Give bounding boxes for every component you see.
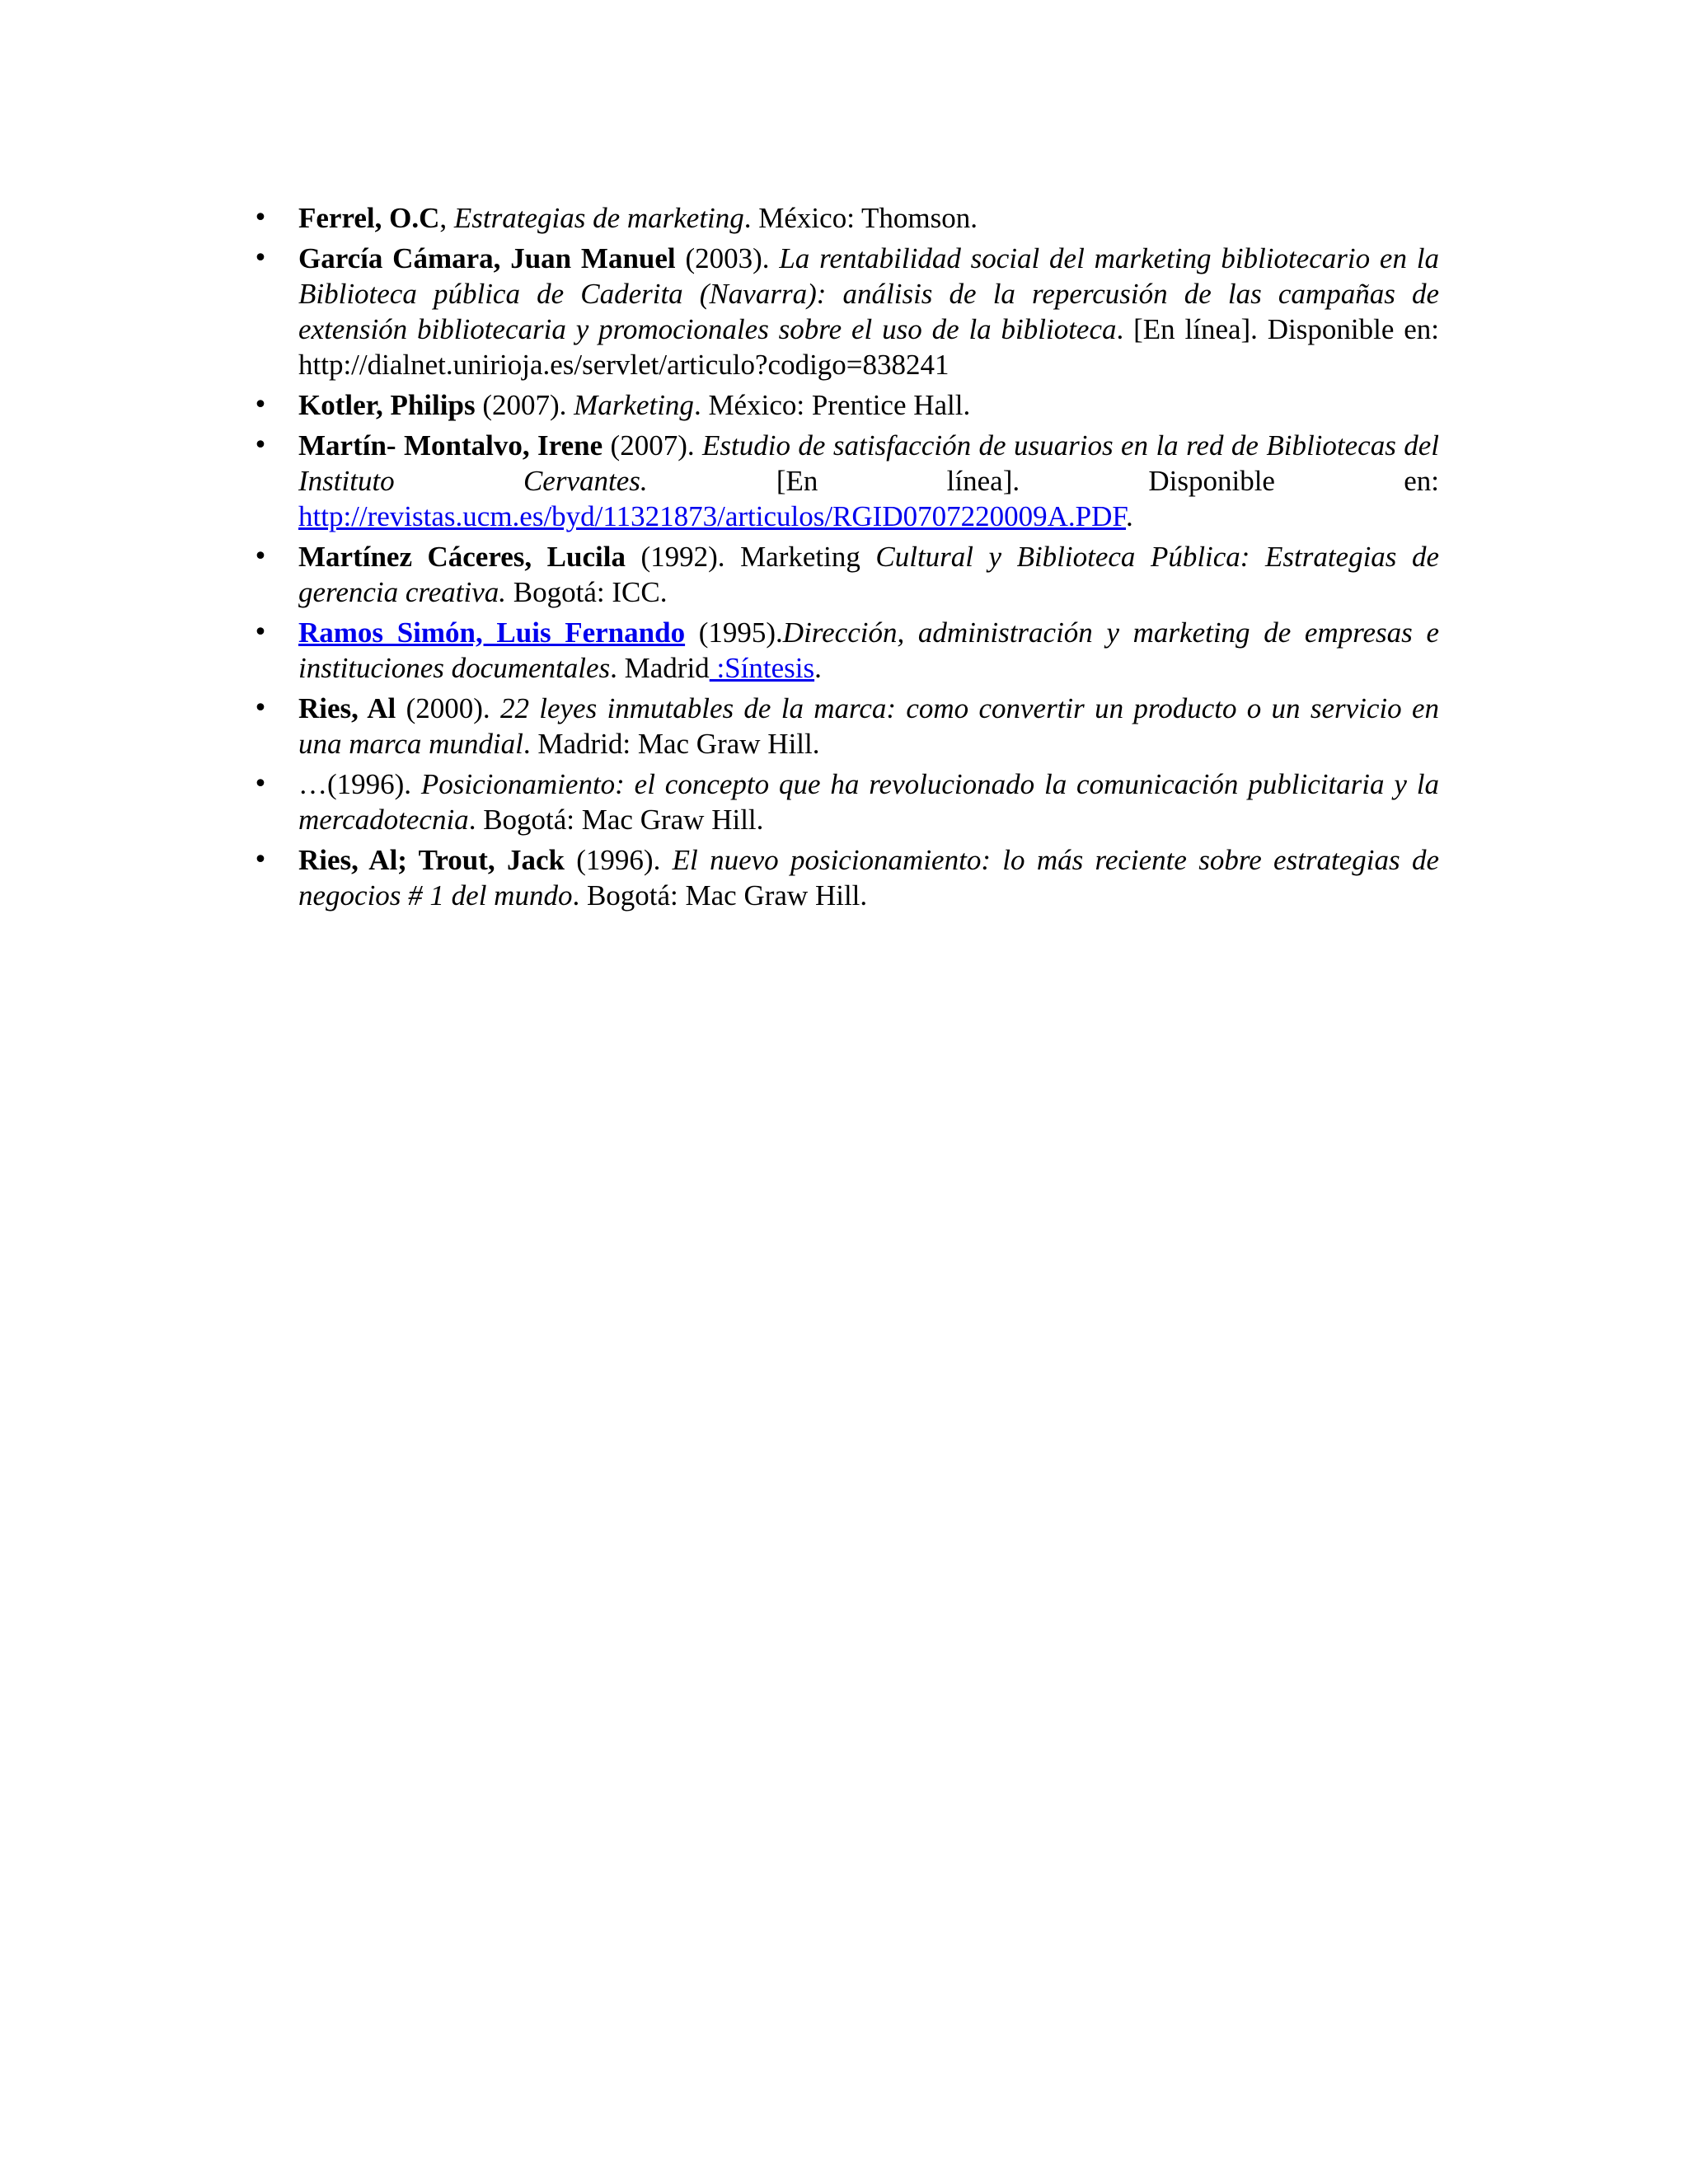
entry-year: (1992). Marketing [625, 541, 876, 573]
entry-availability: [En línea]. Disponible en: [647, 465, 1439, 497]
entry-title: Dirección, administración y marketing de empresas e instituciones documentales [298, 616, 1439, 684]
bullet-icon: • [253, 770, 268, 799]
bullet-icon: • [253, 204, 268, 232]
bullet-icon: • [253, 542, 268, 571]
bibliography-entry [246, 241, 1439, 382]
entry-title: 22 leyes inmutables de la marca: como convertir un producto o un servicio en una marca mundial [298, 692, 1439, 760]
entry-year: (2007). [603, 429, 703, 462]
bibliography-entry [246, 539, 1439, 610]
entry-title: Marketing [574, 389, 694, 421]
bullet-icon: • [253, 244, 268, 273]
entry-year: (1995). [685, 616, 783, 649]
entry-year: (2007). [475, 389, 574, 421]
entry-end: . [1126, 500, 1133, 532]
bibliography-entry [246, 615, 1439, 686]
entry-title: Posicionamiento: el concepto que ha revolucionado la comunicación publicitaria y la mercadotecnia [298, 768, 1439, 836]
entry-publisher: . México: Thomson. [743, 202, 978, 234]
entry-year: (2003). [675, 242, 780, 274]
entry-author: Ferrel, O.C [298, 202, 440, 234]
entry-separator: , [439, 202, 454, 234]
entry-year: (2000). [396, 692, 500, 724]
bullet-icon: • [253, 431, 268, 460]
bibliography-entry [246, 387, 1439, 423]
bibliography-entry [246, 428, 1439, 534]
entry-title: Estrategias de marketing [453, 202, 744, 234]
bibliography-entry [246, 200, 1439, 236]
entry-year: (1996). [564, 844, 673, 876]
entry-author: Martín- Montalvo, Irene [298, 429, 603, 462]
entry-title: Cultural y Biblioteca Pública: Estrategias de gerencia creativa. [298, 541, 1439, 608]
bibliography-entry [246, 691, 1439, 762]
entry-title: El nuevo posicionamiento: lo más reciente sobre estrategias de negocios # 1 del mundo [298, 844, 1439, 912]
bibliography-list [246, 200, 1439, 918]
entry-url-link[interactable]: http://revistas.ucm.es/byd/11321873/articulos/RGID0707220009A.PDF [298, 500, 1127, 532]
entry-publisher: Bogotá: ICC. [506, 576, 668, 608]
entry-title: Estudio de satisfacción de usuarios en la red de Bibliotecas del Instituto Cervantes. [298, 429, 1440, 497]
bullet-icon: • [253, 391, 268, 419]
entry-publisher: . Bogotá: Mac Graw Hill. [468, 804, 764, 836]
bullet-icon: • [253, 846, 268, 874]
entry-author-link[interactable]: Ramos Simón, Luis Fernando [298, 616, 686, 649]
entry-author: García Cámara, Juan Manuel [298, 242, 676, 274]
entry-end: . [814, 652, 822, 684]
entry-title: La rentabilidad social del marketing bibliotecario en la Biblioteca pública de Caderita (Navarra): análisis de la repercusión de las campañas de extensión bibliotecaria y promocionales sobre el uso de la biblioteca [298, 242, 1439, 345]
bibliography-entry [246, 842, 1439, 913]
entry-publisher: . Madrid: Mac Graw Hill. [523, 728, 820, 760]
entry-author: Martínez Cáceres, Lucila [298, 541, 626, 573]
entry-author: Ries, Al; Trout, Jack [298, 844, 565, 876]
entry-publisher: . [En línea]. Disponible en: http://dialnet.unirioja.es/servlet/articulo?codigo=838241 [298, 313, 1439, 381]
entry-publisher: . Madrid [610, 652, 710, 684]
entry-author: Ries, Al [298, 692, 396, 724]
bibliography-entry [246, 766, 1439, 837]
entry-year: …(1996). [298, 768, 421, 800]
entry-publisher-link[interactable]: :Síntesis [709, 652, 815, 684]
entry-publisher: . México: Prentice Hall. [693, 389, 971, 421]
entry-publisher: . Bogotá: Mac Graw Hill. [572, 879, 868, 912]
bullet-icon: • [253, 694, 268, 723]
entry-author: Kotler, Philips [298, 389, 476, 421]
bullet-icon: • [253, 618, 268, 647]
